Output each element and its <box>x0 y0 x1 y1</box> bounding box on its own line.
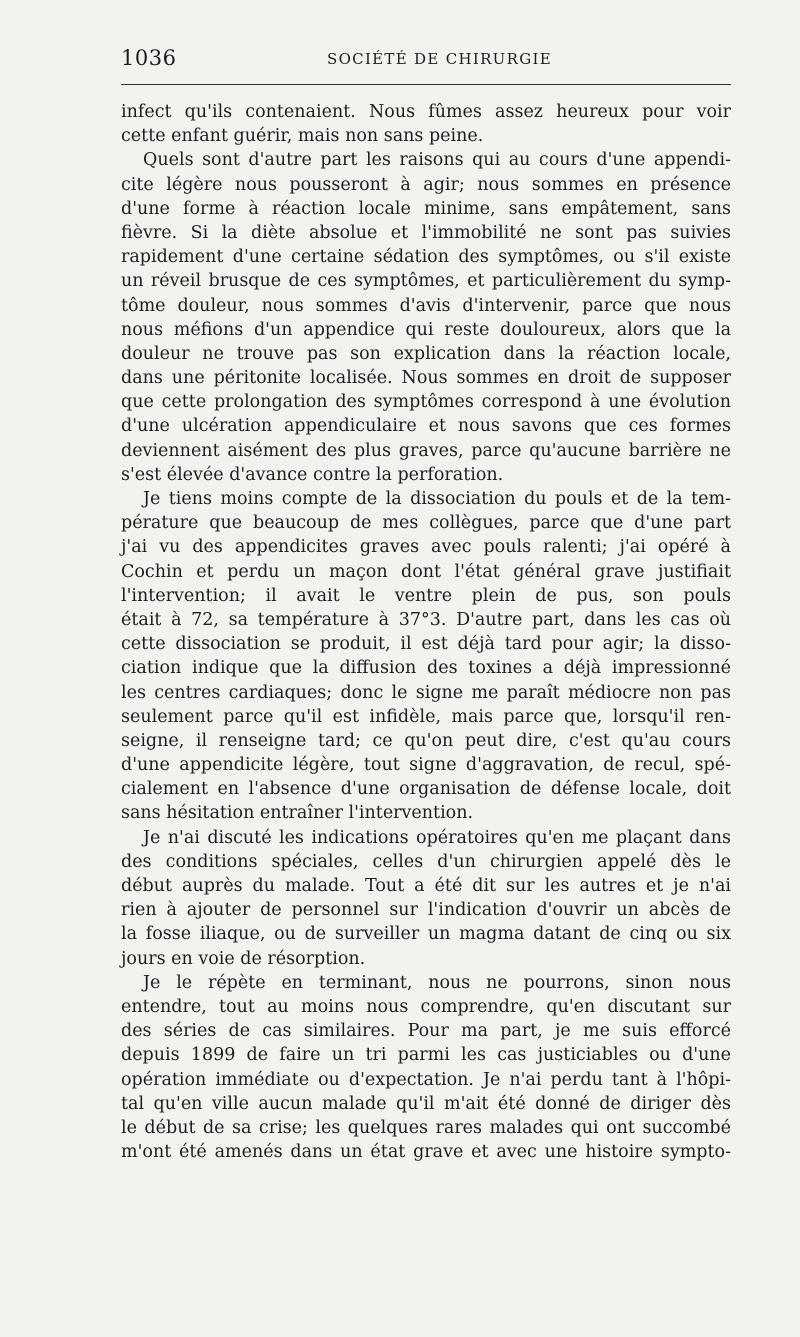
text-line: était à 72, sa température à 37°3. D'autre part, dans les cas où <box>121 609 731 630</box>
text-line: le début de sa crise; les quelques rares malades qui ont succombé <box>121 1117 731 1138</box>
text-line: l'intervention; il avait le ventre plein de pus, son pouls <box>121 585 731 606</box>
text-line: cialement en l'absence d'une organisation de défense locale, doit <box>121 779 731 800</box>
text-line: seulement parce qu'il est infidèle, mais parce que, lorsqu'il ren- <box>121 706 731 727</box>
page-number: 1036 <box>121 46 177 70</box>
text-line: les centres cardiaques; donc le signe me paraît médiocre non pas <box>121 682 731 703</box>
running-head: SOCIÉTÉ DE CHIRURGIE <box>327 50 552 68</box>
text-line: Quels sont d'autre part les raisons qui au cours d'une appendi- <box>143 150 731 171</box>
text-line: Je le répète en terminant, nous ne pourrons, sinon nous <box>143 972 731 993</box>
text-line: ciation indique que la diffusion des toxines a déjà impressionné <box>121 658 731 679</box>
text-line: m'ont été amenés dans un état grave et avec une histoire sympto- <box>121 1142 731 1163</box>
text-line: des séries de cas similaires. Pour ma part, je me suis efforcé <box>121 1021 731 1042</box>
text-line: depuis 1899 de faire un tri parmi les cas justiciables ou d'une <box>121 1045 731 1066</box>
text-line: douleur ne trouve pas son explication dans la réaction locale, <box>121 343 731 364</box>
text-line: un réveil brusque de ces symptômes, et particulièrement du symp- <box>121 271 731 292</box>
text-line: pérature que beaucoup de mes collègues, parce que d'une part <box>121 513 731 534</box>
text-line: cette dissociation se produit, il est déjà tard pour agir; la disso- <box>121 634 731 655</box>
text-line: opération immédiate ou d'expectation. Je n'ai perdu tant à l'hôpi- <box>121 1069 731 1090</box>
text-line: Je tiens moins compte de la dissociation du pouls et de la tem- <box>143 489 731 509</box>
text-line: seigne, il renseigne tard; ce qu'on peut dire, c'est qu'au cours <box>121 730 731 751</box>
text-line: infect qu'ils contenaient. Nous fûmes assez heureux pour voir <box>121 102 731 122</box>
text-line: sans hésitation entraîner l'intervention. <box>121 803 474 824</box>
text-line: fièvre. Si la diète absolue et l'immobilité ne sont pas suivies <box>121 222 731 243</box>
text-line: la fosse iliaque, ou de surveiller un magma datant de cinq ou six <box>121 924 731 945</box>
text-line: d'une forme à réaction locale minime, sans empâtement, sans <box>121 198 731 219</box>
text-line: s'est élevée d'avance contre la perforation. <box>121 464 504 485</box>
text-line: nous méfions d'un appendice qui reste douloureux, alors que la <box>121 319 731 340</box>
text-line: cette enfant guérir, mais non sans peine. <box>121 126 484 147</box>
text-line: d'une ulcération appendiculaire et nous savons que ces formes <box>121 416 731 437</box>
text-line: cite légère nous pousseront à agir; nous sommes en présence <box>121 174 731 195</box>
text-line: tôme douleur, nous sommes d'avis d'intervenir, parce que nous <box>121 295 731 316</box>
text-line: dans une péritonite localisée. Nous sommes en droit de supposer <box>121 368 731 389</box>
text-line: rien à ajouter de personnel sur l'indication d'ouvrir un abcès de <box>121 900 731 921</box>
text-line: deviennent aisément des plus graves, parce qu'aucune barrière ne <box>121 440 731 461</box>
text-line: des conditions spéciales, celles d'un chirurgien appelé dès le <box>121 851 731 872</box>
text-line: que cette prolongation des symptômes correspond à une évolution <box>121 392 731 413</box>
text-line: début auprès du malade. Tout a été dit sur les autres et je n'ai <box>121 876 731 896</box>
text-line: Je n'ai discuté les indications opératoires qu'en me plaçant dans <box>143 827 731 848</box>
header-rule <box>121 84 731 85</box>
body-text <box>121 100 731 1164</box>
text-line: d'une appendicite légère, tout signe d'aggravation, de recul, spé- <box>121 755 731 776</box>
text-line: entendre, tout au moins nous comprendre, qu'en discutant sur <box>121 996 731 1017</box>
text-line: Cochin et perdu un maçon dont l'état général grave justifiait <box>121 561 731 582</box>
text-line: rapidement d'une certaine sédation des symptômes, ou s'il existe <box>121 247 731 268</box>
page-header <box>121 46 731 72</box>
text-line: j'ai vu des appendicites graves avec pouls ralenti; j'ai opéré à <box>121 537 731 558</box>
text-line: jours en voie de résorption. <box>121 948 366 969</box>
text-line: tal qu'en ville aucun malade qu'il m'ait été donné de diriger dès <box>121 1093 731 1114</box>
